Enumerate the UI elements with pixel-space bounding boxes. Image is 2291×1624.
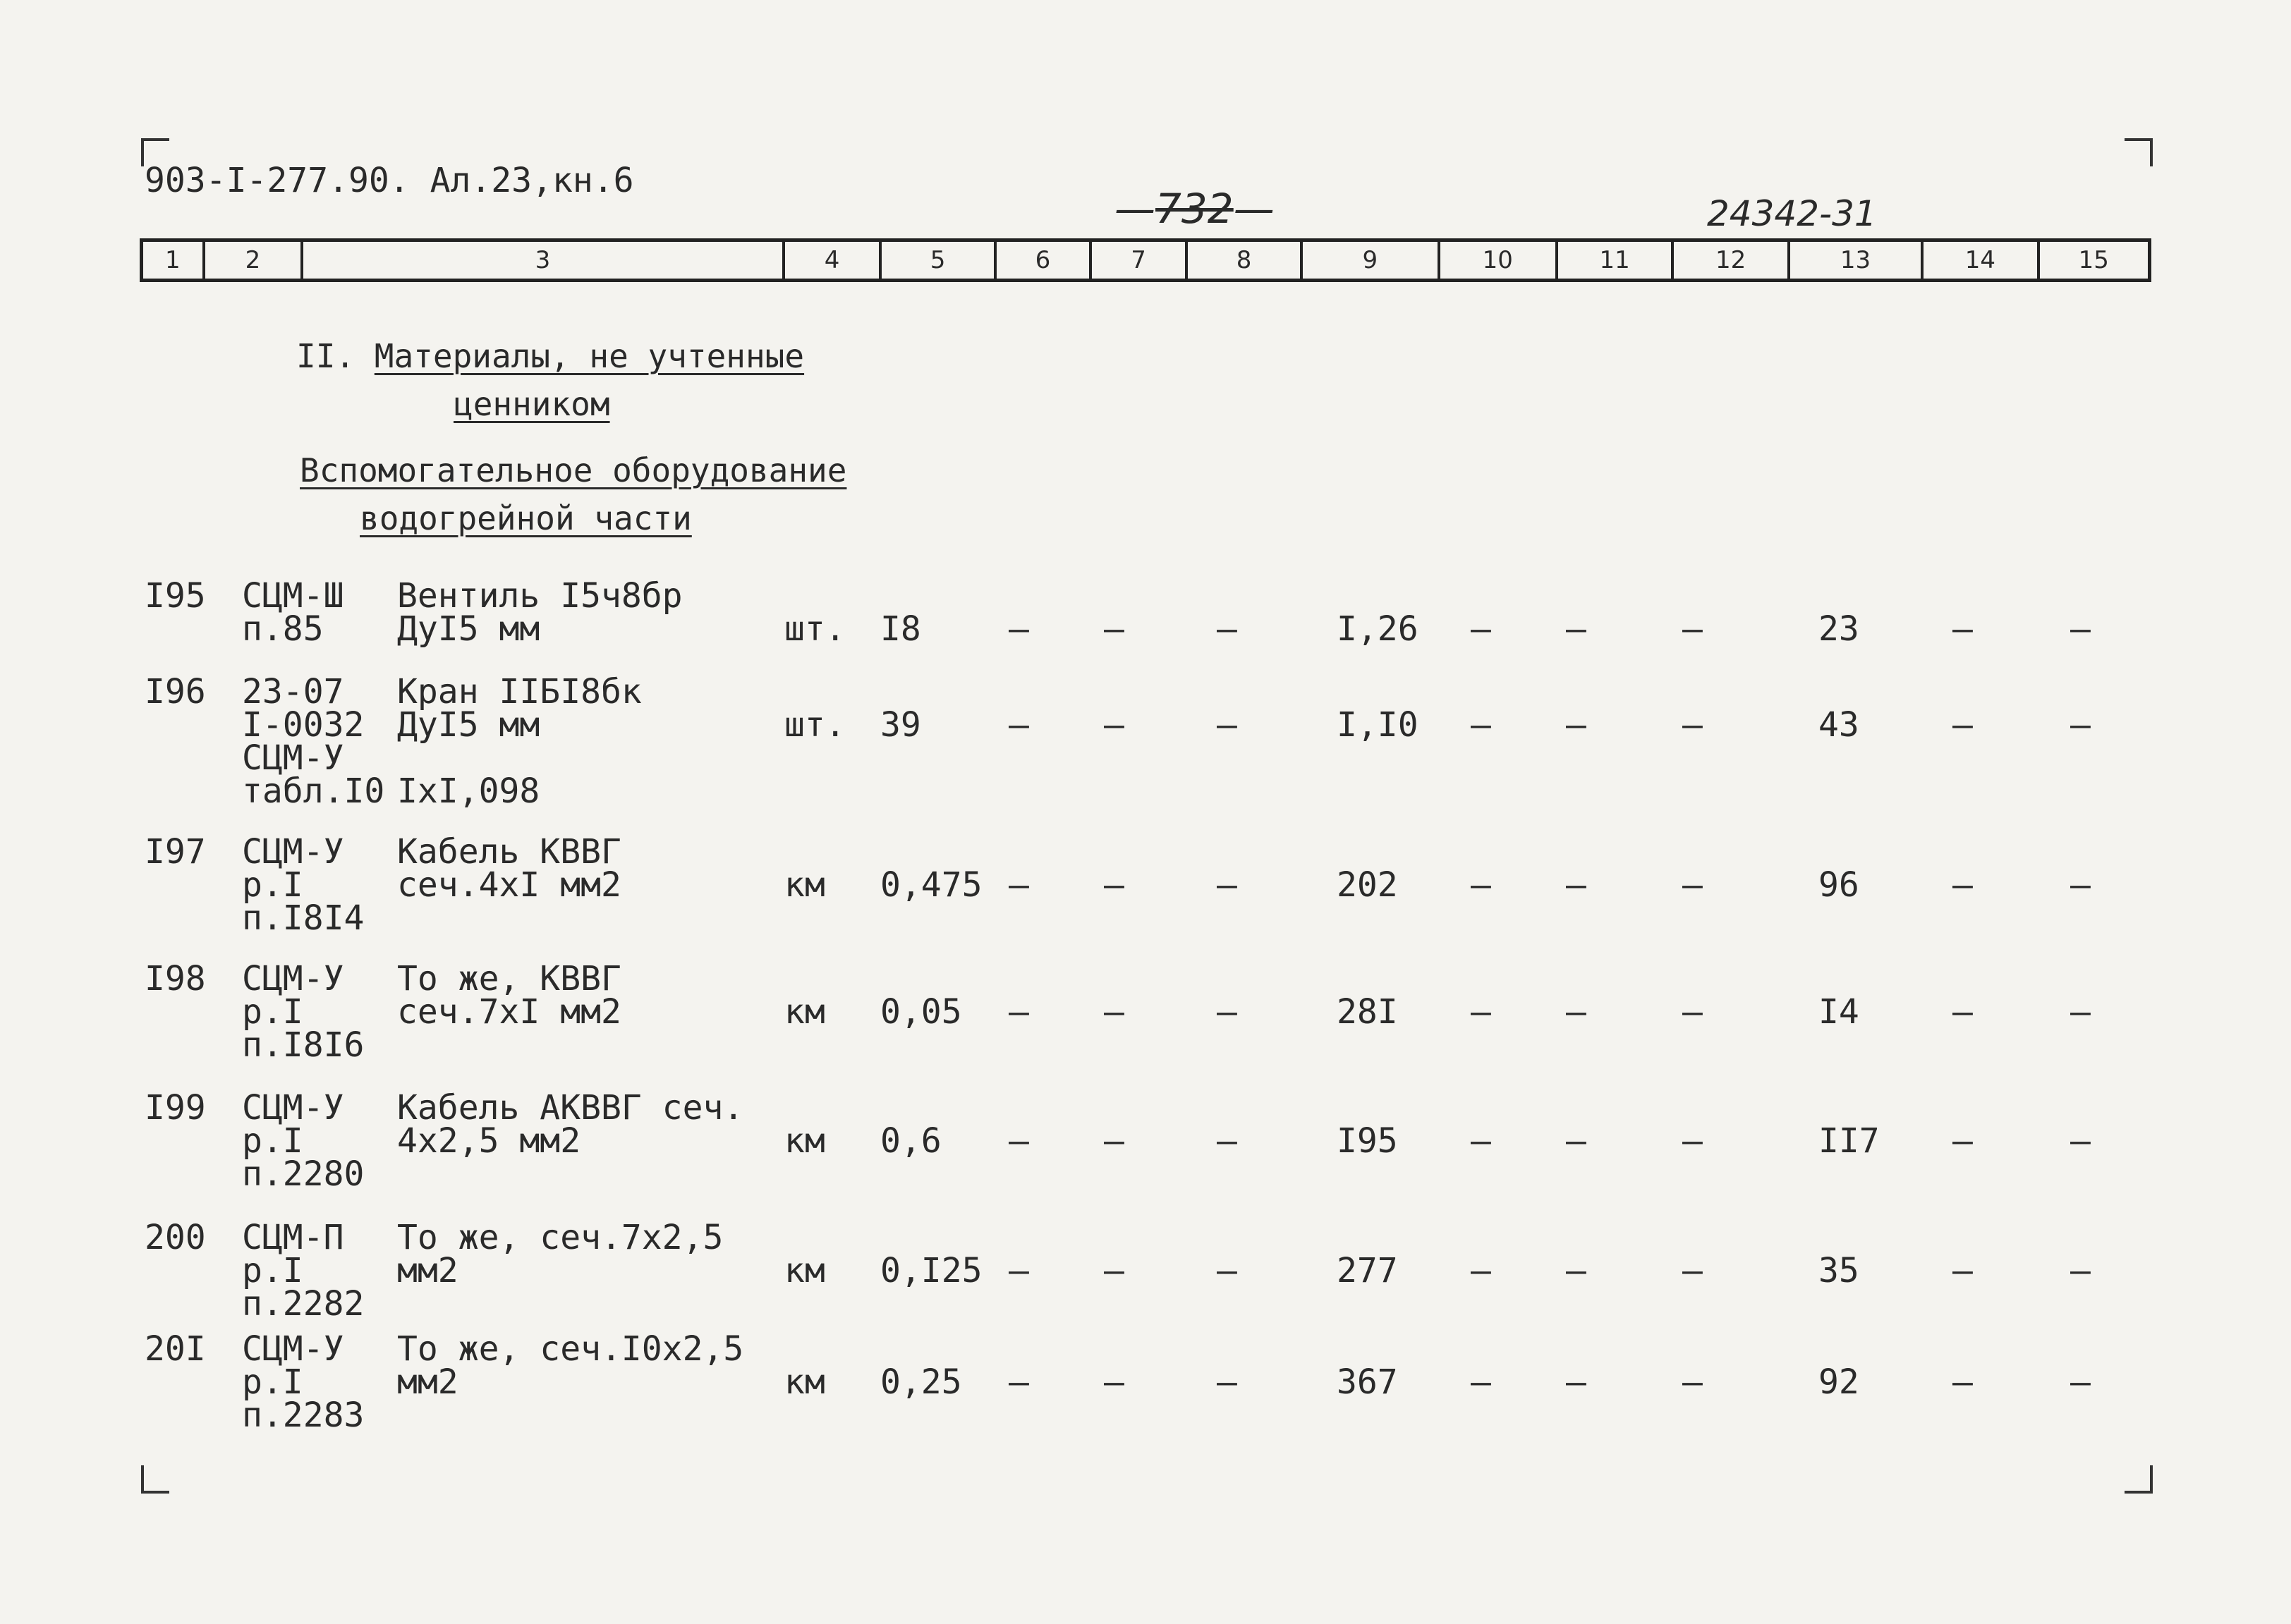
cell-c11: – (1566, 865, 1586, 905)
cell-c7: – (1104, 705, 1124, 745)
column-header-13: 13 (1790, 242, 1924, 279)
cell-c6: – (1009, 865, 1029, 905)
cell-ref: СЦМ-У р.I п.2283 (242, 1329, 365, 1435)
cell-c13: II7 (1818, 1121, 1880, 1161)
column-header-15: 15 (2078, 246, 2109, 274)
cell-c7: – (1104, 1121, 1124, 1161)
cell-c7: – (1104, 865, 1124, 905)
cell-c12: – (1682, 1121, 1703, 1161)
cell-qty: 0,6 (880, 1121, 942, 1161)
cell-c9: I,26 (1337, 609, 1418, 649)
cell-name: Кран IIБI8бк ДуI5 мм IxI,098 (397, 672, 642, 811)
cell-c7: – (1104, 1362, 1124, 1402)
cell-c15: – (2070, 1251, 2091, 1290)
cell-c11: – (1566, 609, 1586, 649)
column-header-8: 8 (1188, 242, 1303, 279)
cell-c15: – (2070, 865, 2091, 905)
cell-unit: км (784, 1251, 825, 1290)
cell-c12: – (1682, 992, 1703, 1032)
cell-c13: 23 (1818, 609, 1859, 649)
cell-c14: – (1952, 865, 1973, 905)
cell-c9: I95 (1337, 1121, 1398, 1161)
cell-c11: – (1566, 705, 1586, 745)
cell-num: I99 (145, 1088, 206, 1128)
cell-c11: – (1566, 992, 1586, 1032)
cell-c14: – (1952, 1362, 1973, 1402)
cell-name: То же, КВВГ сеч.7хI мм2 (397, 959, 621, 1032)
cell-c15: – (2070, 992, 2091, 1032)
cell-qty: 0,25 (880, 1362, 962, 1402)
cell-c6: – (1009, 705, 1029, 745)
cell-c11: – (1566, 1121, 1586, 1161)
cell-c8: – (1217, 705, 1237, 745)
cell-ref: СЦМ-П р.I п.2282 (242, 1218, 365, 1324)
column-header-6: 6 (997, 242, 1093, 279)
cell-ref: 23-07 I-0032 СЦМ-У табл.I0 (242, 672, 385, 811)
cell-c12: – (1682, 1362, 1703, 1402)
cell-c13: 43 (1818, 705, 1859, 745)
page-number-value: 732 (1155, 185, 1234, 233)
section-subtitle-line2: водогрейной части (360, 499, 692, 537)
column-header-3: 3 (303, 242, 785, 279)
cell-c10: – (1471, 865, 1491, 905)
cell-c14: – (1952, 609, 1973, 649)
cell-c9: I,I0 (1337, 705, 1418, 745)
column-header-12: 12 (1674, 242, 1789, 279)
cell-c13: I4 (1818, 992, 1859, 1032)
cell-num: I98 (145, 959, 206, 999)
cell-c6: – (1009, 1121, 1029, 1161)
cell-name: То же, сеч.7х2,5 мм2 (397, 1218, 724, 1290)
section-title-line1 (296, 337, 804, 375)
cell-qty: I8 (880, 609, 921, 649)
cell-c8: – (1217, 865, 1237, 905)
cell-name: Вентиль I5ч8бр ДуI5 мм (397, 576, 683, 649)
cell-c12: – (1682, 865, 1703, 905)
column-header-1: 1 (143, 242, 205, 279)
cell-c10: – (1471, 609, 1491, 649)
column-header-9: 9 (1303, 242, 1440, 279)
cell-name: Кабель КВВГ сеч.4хI мм2 (397, 832, 621, 905)
cell-c6: – (1009, 609, 1029, 649)
cell-c7: – (1104, 1251, 1124, 1290)
column-header-row (140, 238, 2151, 282)
cell-num: I95 (145, 576, 206, 616)
cell-num: I97 (145, 832, 206, 872)
corner-mark-bottom-right (2125, 1465, 2153, 1494)
cell-unit: км (784, 865, 825, 905)
cell-c14: – (1952, 705, 1973, 745)
column-header-10: 10 (1440, 242, 1558, 279)
cell-c11: – (1566, 1251, 1586, 1290)
cell-ref: СЦМ-Ш п.85 (242, 576, 344, 649)
document-code: 903-I-277.90. Ал.23,кн.6 (145, 161, 634, 200)
cell-ref: СЦМ-У р.I п.I8I4 (242, 832, 365, 938)
cell-qty: 0,475 (880, 865, 983, 905)
cell-c9: 28I (1337, 992, 1398, 1032)
cell-unit: км (784, 1121, 825, 1161)
cell-unit: км (784, 1362, 825, 1402)
column-header-5: 5 (882, 242, 996, 279)
cell-c12: – (1682, 609, 1703, 649)
column-header-7: 7 (1092, 242, 1188, 279)
section-number: II. (296, 337, 356, 375)
cell-c15: – (2070, 705, 2091, 745)
section-subtitle-line1: Вспомогательное оборудование (300, 451, 847, 489)
cell-c8: – (1217, 1362, 1237, 1402)
cell-name: То же, сеч.I0х2,5 мм2 (397, 1329, 744, 1402)
cell-c13: 96 (1818, 865, 1859, 905)
cell-qty: 0,I25 (880, 1251, 983, 1290)
cell-c9: 367 (1337, 1362, 1398, 1402)
cell-c10: – (1471, 1251, 1491, 1290)
column-header-2: 2 (205, 242, 304, 279)
cell-c14: – (1952, 1121, 1973, 1161)
cell-c14: – (1952, 992, 1973, 1032)
cell-c6: – (1009, 992, 1029, 1032)
cell-c15: – (2070, 1362, 2091, 1402)
page-number: —732— (1114, 185, 1275, 233)
cell-unit: шт. (784, 705, 846, 745)
cell-c8: – (1217, 1251, 1237, 1290)
cell-c12: – (1682, 1251, 1703, 1290)
cell-c15: – (2070, 1121, 2091, 1161)
cell-name: Кабель АКВВГ сеч. 4х2,5 мм2 (397, 1088, 744, 1161)
cell-c14: – (1952, 1251, 1973, 1290)
cell-c8: – (1217, 992, 1237, 1032)
cell-c9: 277 (1337, 1251, 1398, 1290)
cell-c6: – (1009, 1251, 1029, 1290)
cell-c10: – (1471, 1362, 1491, 1402)
cell-c10: – (1471, 705, 1491, 745)
cell-unit: шт. (784, 609, 846, 649)
cell-num: 20I (145, 1329, 206, 1369)
cell-ref: СЦМ-У р.I п.I8I6 (242, 959, 365, 1065)
cell-c11: – (1566, 1362, 1586, 1402)
cell-num: I96 (145, 672, 206, 712)
cell-qty: 39 (880, 705, 921, 745)
cell-c9: 202 (1337, 865, 1398, 905)
cell-c8: – (1217, 1121, 1237, 1161)
section-title: Материалы, не учтенные (374, 337, 805, 375)
cell-c7: – (1104, 992, 1124, 1032)
cell-num: 200 (145, 1218, 206, 1257)
cell-c8: – (1217, 609, 1237, 649)
column-header-14: 14 (1924, 242, 2039, 279)
cell-c12: – (1682, 705, 1703, 745)
corner-mark-bottom-left (141, 1465, 169, 1494)
cell-c15: – (2070, 609, 2091, 649)
column-header-4: 4 (785, 242, 882, 279)
section-title-line2: ценником (454, 385, 610, 423)
cell-c10: – (1471, 992, 1491, 1032)
cell-ref: СЦМ-У р.I п.2280 (242, 1088, 365, 1194)
document-number: 24342-31 (1707, 193, 1877, 234)
cell-unit: км (784, 992, 825, 1032)
cell-c7: – (1104, 609, 1124, 649)
cell-c6: – (1009, 1362, 1029, 1402)
cell-c10: – (1471, 1121, 1491, 1161)
cell-c13: 92 (1818, 1362, 1859, 1402)
corner-mark-top-right (2125, 138, 2153, 166)
column-header-11: 11 (1558, 242, 1674, 279)
cell-c13: 35 (1818, 1251, 1859, 1290)
cell-qty: 0,05 (880, 992, 962, 1032)
